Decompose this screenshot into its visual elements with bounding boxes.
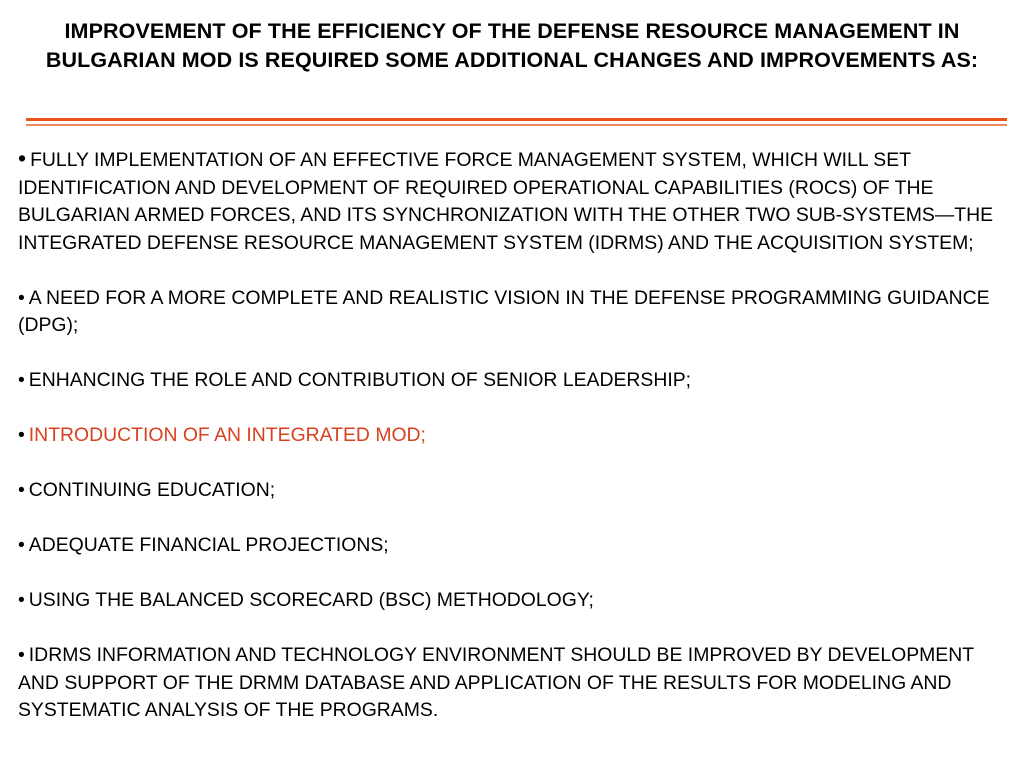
bullet-item-bsc	[18, 587, 1008, 615]
bullet-text: ENHANCING THE ROLE AND CONTRIBUTION OF SENIOR LEADERSHIP;	[28, 369, 692, 391]
bullet-item-dpg	[18, 285, 1008, 340]
bullet-item-integrated-mod	[18, 422, 1008, 450]
bullet-icon: •	[18, 534, 25, 556]
bullet-item-education	[18, 477, 1008, 505]
bullet-icon: •	[18, 145, 27, 171]
bullet-text: IDRMS INFORMATION AND TECHNOLOGY ENVIRONMENT SHOULD BE IMPROVED BY DEVELOPMENT AND SUPPORT OF THE DRMM DATABASE AND APPLICATION OF THE RESULTS FOR MODELING AND SYSTEMATIC ANALYSIS OF THE PROGRAMS.	[18, 644, 974, 721]
bullet-item-senior-leadership	[18, 367, 1008, 395]
slide-title: IMPROVEMENT OF THE EFFICIENCY OF THE DEFENSE RESOURCE MANAGEMENT IN BULGARIAN MOD IS REQUIRED SOME ADDITIONAL CHANGES AND IMPROVEMENTS AS:	[45, 19, 979, 72]
bullet-text-highlighted: INTRODUCTION OF AN INTEGRATED MOD;	[28, 424, 426, 446]
bullet-icon: •	[18, 369, 25, 391]
title-divider-secondary	[26, 124, 1007, 126]
bullet-icon: •	[18, 479, 25, 501]
title-divider	[26, 118, 1007, 121]
bullet-text: A NEED FOR A MORE COMPLETE AND REALISTIC VISION IN THE DEFENSE PROGRAMMING GUIDANCE (DPG);	[18, 286, 990, 336]
bullet-item-force-management	[18, 145, 1008, 257]
bullet-item-idrms-environment	[18, 642, 1008, 725]
bullet-text: USING THE BALANCED SCORECARD (BSC) METHODOLOGY;	[28, 589, 594, 611]
bullet-list	[18, 145, 1008, 725]
bullet-icon: •	[18, 644, 25, 666]
bullet-item-financial-projections	[18, 532, 1008, 560]
bullet-text: FULLY IMPLEMENTATION OF AN EFFECTIVE FORCE MANAGEMENT SYSTEM, WHICH WILL SET IDENTIFICATION AND DEVELOPMENT OF REQUIRED OPERATIONAL CAPABILITIES (ROCS) OF THE BULGARIAN ARMED FORCES, AND ITS SYNCHRONIZATION WITH THE OTHER TWO SUB-SYSTEMS—THE INTEGRATED DEFENSE RESOURCE MANAGEMENT SYSTEM (IDRMS) AND THE ACQUISITION SYSTEM;	[18, 149, 994, 254]
bullet-icon: •	[18, 589, 25, 611]
bullet-text: CONTINUING EDUCATION;	[28, 479, 276, 501]
bullet-icon: •	[18, 286, 25, 309]
bullet-icon: •	[18, 424, 25, 446]
bullet-text: ADEQUATE FINANCIAL PROJECTIONS;	[28, 534, 389, 556]
